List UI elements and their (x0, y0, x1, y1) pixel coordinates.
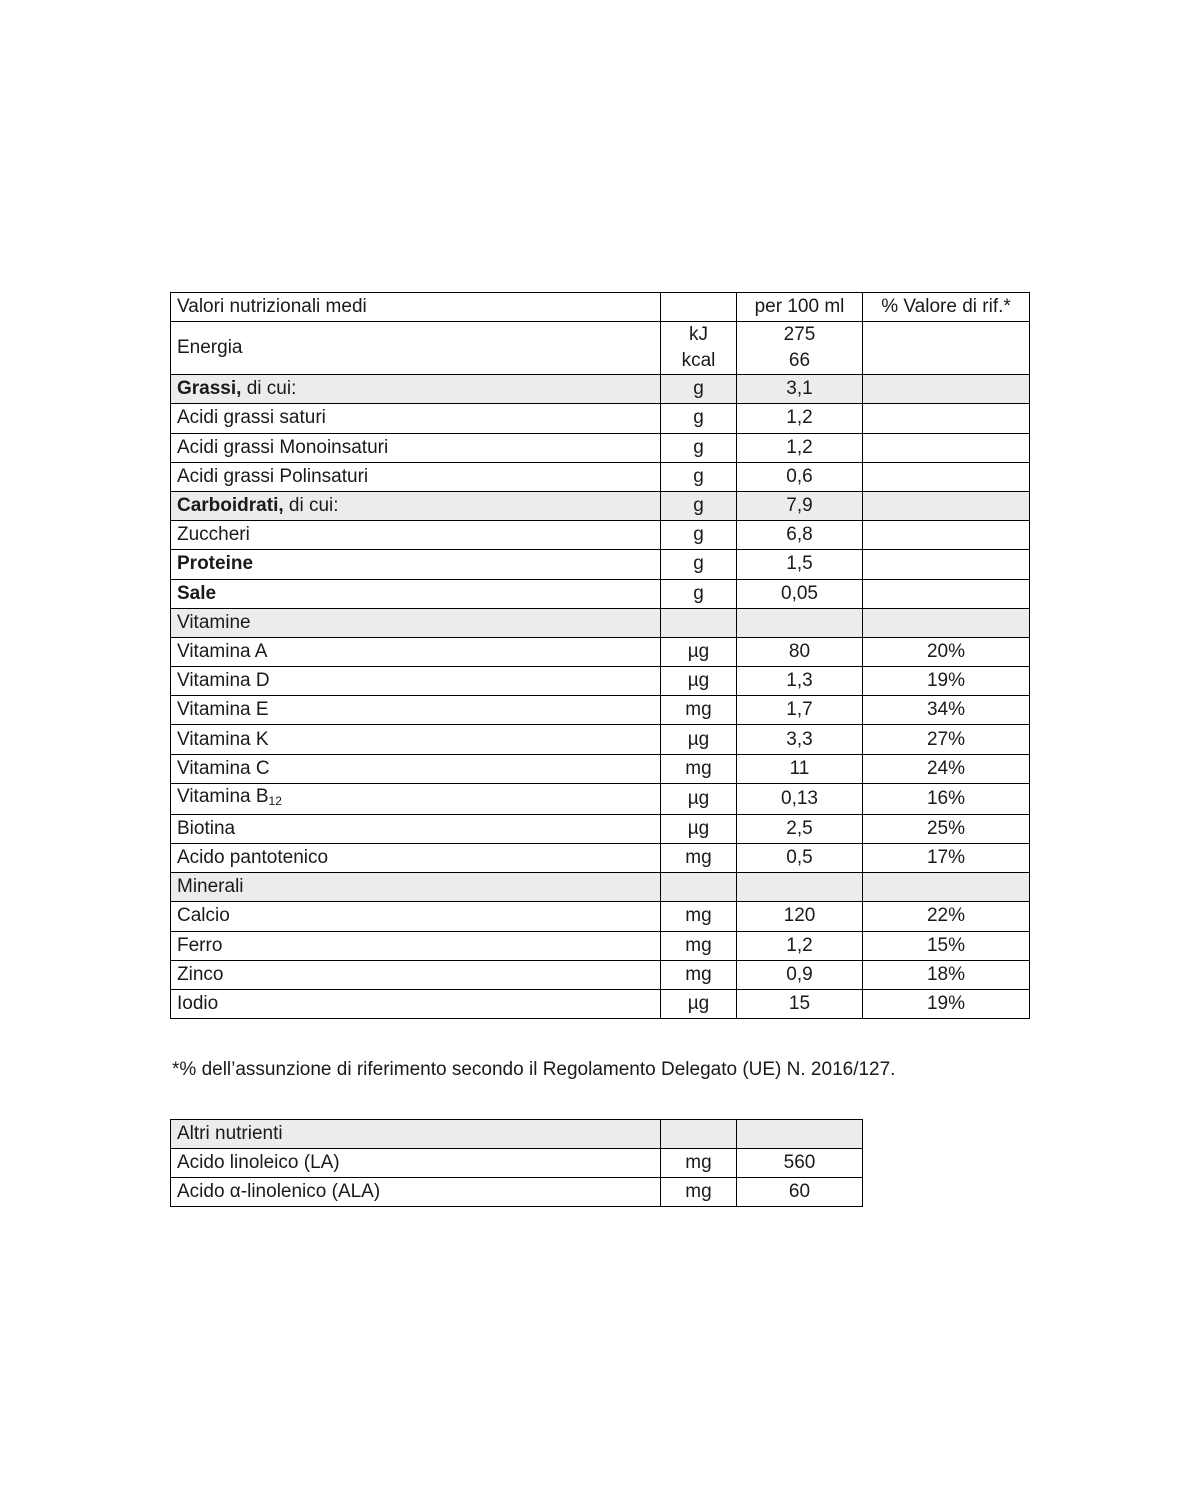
table-row (171, 960, 1030, 989)
nutrient-ref: 27% (863, 725, 1030, 754)
nutrient-name (171, 404, 661, 433)
other-header-unit (661, 1120, 737, 1149)
nutrient-name (171, 902, 661, 931)
nutrient-name (171, 375, 661, 404)
nutrient-value: 0,5 (737, 844, 863, 873)
nutrient-value: 1,2 (737, 931, 863, 960)
nutrient-name-text: Vitamina D (177, 670, 270, 692)
table-row (171, 491, 1030, 520)
table-row (171, 375, 1030, 404)
nutrient-unit: g (661, 375, 737, 404)
nutrient-ref: 17% (863, 844, 1030, 873)
nutrient-name (171, 433, 661, 462)
nutrient-name-text: Vitamina C (177, 757, 270, 779)
nutrient-ref (863, 521, 1030, 550)
table-row (171, 873, 1030, 902)
nutrient-ref: 15% (863, 931, 1030, 960)
nutrient-name-text: Biotina (177, 817, 236, 839)
table-row (171, 989, 1030, 1018)
nutrient-name (171, 814, 661, 843)
nutrient-ref (863, 433, 1030, 462)
other-nutrient-unit: mg (661, 1149, 737, 1178)
nutrient-value: 1,2 (737, 433, 863, 462)
table-row (171, 433, 1030, 462)
nutrient-ref (863, 873, 1030, 902)
nutrition-table (170, 292, 1030, 1019)
nutrient-name-text: Zinco (177, 963, 224, 985)
other-table-header-row (171, 1120, 863, 1149)
nutrient-unit (661, 873, 737, 902)
nutrient-value: 1,2 (737, 404, 863, 433)
nutrient-value: 0,13 (737, 783, 863, 814)
nutrient-ref: 19% (863, 989, 1030, 1018)
nutrient-name-text: Vitamina K (177, 728, 269, 750)
nutrient-name-text: Ferro (177, 934, 223, 956)
nutrient-name-text: Vitamina B (177, 785, 269, 807)
table-row (171, 696, 1030, 725)
nutrient-value: 1,5 (737, 550, 863, 579)
table-row-energy (171, 322, 1030, 375)
table-row (171, 667, 1030, 696)
nutrient-value: 7,9 (737, 491, 863, 520)
nutrient-value: 6,8 (737, 521, 863, 550)
nutrient-unit: mg (661, 696, 737, 725)
nutrient-name (171, 931, 661, 960)
table-header-row (171, 293, 1030, 322)
nutrient-name-bold: Proteine (177, 553, 254, 575)
nutrient-name-text: Iodio (177, 993, 219, 1015)
nutrient-unit: g (661, 404, 737, 433)
nutrient-unit: mg (661, 960, 737, 989)
nutrient-name (171, 754, 661, 783)
nutrient-name-text: Zuccheri (177, 524, 250, 546)
nutrient-name-text: di cui: (241, 378, 297, 400)
table-row (171, 550, 1030, 579)
nutrient-ref (863, 375, 1030, 404)
nutrient-name-text: di cui: (283, 495, 339, 517)
energy-value-kj: 275 (783, 324, 816, 346)
nutrient-name-text: Minerali (177, 876, 244, 898)
nutrient-value: 1,7 (737, 696, 863, 725)
energy-value-kcal: 66 (788, 350, 811, 372)
energy-unit-kcal: kcal (681, 350, 716, 372)
nutrient-name-bold: Grassi, (177, 378, 242, 400)
nutrient-name (171, 462, 661, 491)
nutrient-name-text: Vitamine (177, 611, 251, 633)
nutrient-unit: mg (661, 931, 737, 960)
table-row (171, 931, 1030, 960)
nutrient-value: 15 (737, 989, 863, 1018)
nutrient-name-text: Calcio (177, 905, 230, 927)
nutrient-value: 0,6 (737, 462, 863, 491)
nutrient-name (171, 579, 661, 608)
nutrient-value: 2,5 (737, 814, 863, 843)
nutrient-value: 1,3 (737, 667, 863, 696)
nutrient-ref: 24% (863, 754, 1030, 783)
nutrient-unit: µg (661, 637, 737, 666)
nutrient-ref: 34% (863, 696, 1030, 725)
table-row (171, 844, 1030, 873)
table-row (171, 637, 1030, 666)
header-ref: % Valore di rif.* (863, 293, 1030, 322)
nutrient-value: 11 (737, 754, 863, 783)
nutrient-name-bold: Carboidrati, (177, 495, 284, 517)
nutrient-unit: mg (661, 844, 737, 873)
nutrient-ref: 18% (863, 960, 1030, 989)
nutrient-unit: g (661, 462, 737, 491)
nutrient-name-text: Acidi grassi saturi (177, 407, 326, 429)
nutrient-name-text: Vitamina E (177, 699, 269, 721)
table-row (171, 725, 1030, 754)
other-header-name: Altri nutrienti (171, 1120, 661, 1149)
table-row (171, 902, 1030, 931)
nutrient-name (171, 989, 661, 1018)
nutrient-ref (863, 608, 1030, 637)
nutrient-name-text: Vitamina A (177, 640, 268, 662)
table-row (171, 608, 1030, 637)
nutrient-name (171, 667, 661, 696)
nutrient-ref: 22% (863, 902, 1030, 931)
nutrient-name-text: Acidi grassi Monoinsaturi (177, 436, 389, 458)
table-row (171, 462, 1030, 491)
energy-values (737, 322, 863, 375)
nutrient-unit: mg (661, 902, 737, 931)
nutrient-name-text: Acidi grassi Polinsaturi (177, 465, 369, 487)
nutrient-ref (863, 462, 1030, 491)
table-row (171, 1149, 863, 1178)
table-row (171, 521, 1030, 550)
nutrient-name (171, 491, 661, 520)
other-nutrient-name: Acido α-linolenico (ALA) (171, 1178, 661, 1207)
nutrient-name-bold: Sale (177, 582, 217, 604)
nutrient-unit: g (661, 579, 737, 608)
nutrient-name (171, 521, 661, 550)
nutrient-name-subscript: 12 (268, 793, 282, 808)
nutrient-unit: g (661, 491, 737, 520)
nutrient-ref: 25% (863, 814, 1030, 843)
table-row (171, 1178, 863, 1207)
nutrient-ref (863, 579, 1030, 608)
nutrient-unit: mg (661, 754, 737, 783)
nutrient-ref: 20% (863, 637, 1030, 666)
nutrient-unit: µg (661, 667, 737, 696)
header-nutrient: Valori nutrizionali medi (171, 293, 661, 322)
nutrient-unit: µg (661, 814, 737, 843)
table-row (171, 404, 1030, 433)
energy-unit-kj: kJ (689, 324, 708, 346)
nutrient-unit: g (661, 550, 737, 579)
nutrient-name (171, 783, 661, 814)
nutrient-name (171, 725, 661, 754)
nutrient-ref (863, 404, 1030, 433)
other-header-value (737, 1120, 863, 1149)
nutrient-name (171, 608, 661, 637)
energy-name: Energia (171, 322, 661, 375)
other-nutrients-table (170, 1119, 863, 1207)
nutrient-value: 80 (737, 637, 863, 666)
nutrient-ref (863, 491, 1030, 520)
nutrient-name (171, 550, 661, 579)
nutrient-value: 3,3 (737, 725, 863, 754)
footnote: *% dell’assunzione di riferimento secondo il Regolamento Delegato (UE) N. 2016/127. (172, 1059, 896, 1080)
nutrient-value (737, 608, 863, 637)
nutrient-unit: µg (661, 989, 737, 1018)
nutrient-ref: 19% (863, 667, 1030, 696)
nutrient-name-text: Acido pantotenico (177, 847, 329, 869)
nutrient-name (171, 844, 661, 873)
nutrient-name (171, 637, 661, 666)
nutrient-value: 0,05 (737, 579, 863, 608)
nutrient-unit: µg (661, 783, 737, 814)
nutrient-unit: g (661, 521, 737, 550)
nutrient-unit: g (661, 433, 737, 462)
table-row (171, 579, 1030, 608)
table-row (171, 783, 1030, 814)
energy-ref (863, 322, 1030, 375)
table-row (171, 814, 1030, 843)
other-nutrient-unit: mg (661, 1178, 737, 1207)
nutrient-unit (661, 608, 737, 637)
table-row (171, 754, 1030, 783)
nutrient-value: 0,9 (737, 960, 863, 989)
other-nutrient-value: 560 (737, 1149, 863, 1178)
nutrient-value: 120 (737, 902, 863, 931)
nutrient-name (171, 873, 661, 902)
header-per100: per 100 ml (737, 293, 863, 322)
header-unit (661, 293, 737, 322)
nutrient-ref (863, 550, 1030, 579)
other-nutrient-name: Acido linoleico (LA) (171, 1149, 661, 1178)
nutrient-ref: 16% (863, 783, 1030, 814)
nutrient-value (737, 873, 863, 902)
nutrient-unit: µg (661, 725, 737, 754)
nutrient-value: 3,1 (737, 375, 863, 404)
other-nutrient-value: 60 (737, 1178, 863, 1207)
energy-units (661, 322, 737, 375)
nutrient-name (171, 960, 661, 989)
nutrient-name (171, 696, 661, 725)
